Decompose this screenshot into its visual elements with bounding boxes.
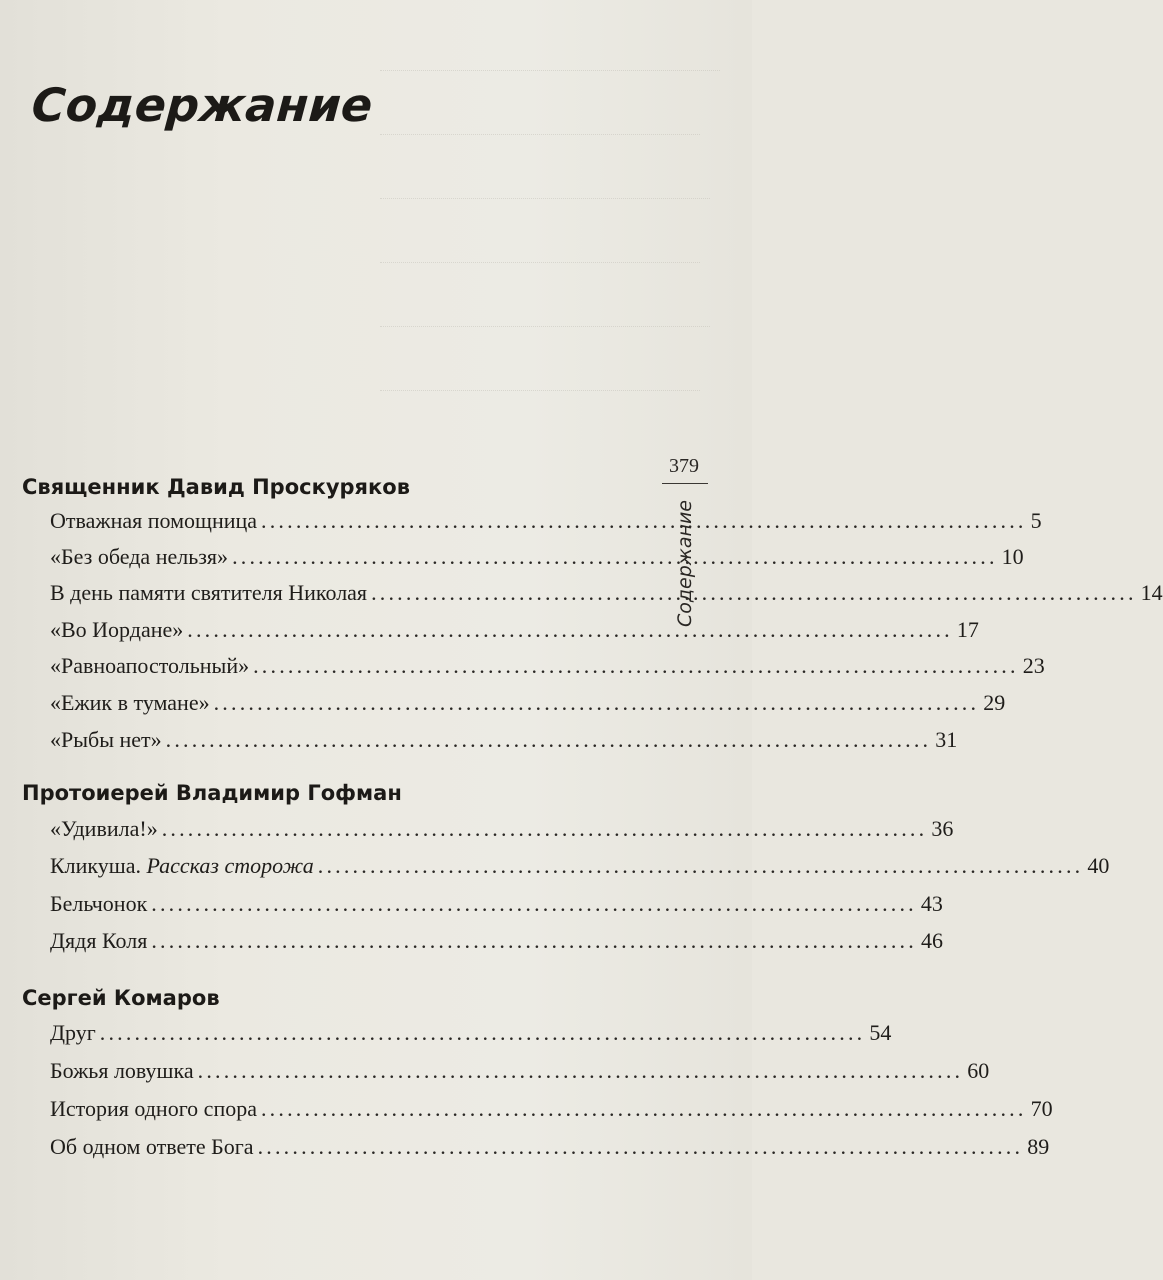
- entry-title: Божья ловушка: [50, 1058, 194, 1083]
- entry-page: 31: [935, 727, 958, 752]
- entry-title: В день памяти святителя Николая: [50, 580, 368, 605]
- entry-page: 89: [1027, 1134, 1050, 1159]
- entry-title-main: Кликуша.: [50, 853, 142, 878]
- toc-entry[interactable]: [50, 617, 979, 647]
- toc-entry[interactable]: [50, 653, 1045, 683]
- entry-title: «Во Иордане»: [50, 617, 184, 642]
- entry-title: Отважная помощница: [50, 508, 258, 533]
- toc-entry[interactable]: [50, 1020, 892, 1050]
- entry-page: 23: [1022, 653, 1045, 678]
- dot-leader: ........................................................................................: [151, 928, 917, 953]
- toc-entry[interactable]: [50, 508, 1042, 538]
- entry-title: Дядя Коля: [50, 928, 148, 953]
- toc-entry[interactable]: [50, 853, 1110, 883]
- entry-title: История одного спора: [50, 1096, 257, 1121]
- entry-title: «Удивила!»: [50, 816, 158, 841]
- entry-title: «Равноапостольный»: [50, 653, 250, 678]
- entry-page: 46: [920, 928, 943, 953]
- dot-leader: ........................................................................................: [187, 617, 953, 642]
- entry-title: «Ежик в тумане»: [50, 690, 210, 715]
- entry-page: 14: [1140, 580, 1163, 605]
- dot-leader: ........................................................................................: [260, 1096, 1027, 1121]
- toc-entry[interactable]: [50, 544, 1024, 574]
- entry-page: 70: [1030, 1096, 1053, 1121]
- toc-entry[interactable]: [50, 580, 1163, 610]
- running-head-label: Содержание: [674, 500, 696, 627]
- entry-page: 10: [1001, 544, 1024, 569]
- dot-leader: ........................................................................................: [317, 853, 1084, 878]
- toc-entry[interactable]: [50, 891, 943, 921]
- dot-leader: ........................................................................................: [371, 580, 1137, 605]
- dot-leader: ........................................................................................: [232, 544, 998, 569]
- dot-leader: ........................................................................................: [161, 816, 928, 841]
- entry-title: «Рыбы нет»: [50, 727, 162, 752]
- section-author: Священник Давид Проскуряков: [22, 475, 410, 499]
- entry-title: Друг: [50, 1020, 96, 1045]
- entry-page: 29: [983, 690, 1006, 715]
- dot-leader: ........................................................................................: [213, 690, 980, 715]
- dot-leader: ........................................................................................: [261, 508, 1027, 533]
- dot-leader: ........................................................................................: [197, 1058, 964, 1083]
- toc-entry[interactable]: [50, 928, 943, 958]
- toc-entry[interactable]: [50, 727, 958, 757]
- entry-subtitle: Рассказ сторожа: [146, 853, 314, 878]
- entry-page: 60: [967, 1058, 990, 1083]
- header-rule: [662, 483, 708, 484]
- dot-leader: ........................................................................................: [257, 1134, 1024, 1159]
- dot-leader: ........................................................................................: [99, 1020, 866, 1045]
- toc-entry[interactable]: [50, 1096, 1053, 1126]
- toc-entry[interactable]: [50, 690, 1006, 720]
- entry-title: Об одном ответе Бога: [50, 1134, 254, 1159]
- toc-entry[interactable]: [50, 1058, 990, 1088]
- dot-leader: ........................................................................................: [165, 727, 932, 752]
- dot-leader: ........................................................................................: [151, 891, 917, 916]
- reverse-page-show-through: [380, 70, 720, 410]
- page-title: Содержание: [30, 78, 375, 132]
- entry-title: «Без обеда нельзя»: [50, 544, 229, 569]
- entry-title: [50, 853, 314, 879]
- dot-leader: ........................................................................................: [253, 653, 1019, 678]
- entry-page: 17: [956, 617, 979, 642]
- toc-entry[interactable]: [50, 1134, 1050, 1164]
- section-author: Протоиерей Владимир Гофман: [22, 781, 402, 805]
- section-author: Сергей Комаров: [22, 986, 220, 1010]
- entry-page: 5: [1030, 508, 1042, 533]
- entry-page: 43: [920, 891, 943, 916]
- entry-page: 36: [931, 816, 954, 841]
- entry-page: 54: [869, 1020, 892, 1045]
- entry-title: Бельчонок: [50, 891, 148, 916]
- page-number: 379: [669, 455, 699, 477]
- entry-page: 40: [1087, 853, 1110, 878]
- toc-entry[interactable]: [50, 816, 954, 846]
